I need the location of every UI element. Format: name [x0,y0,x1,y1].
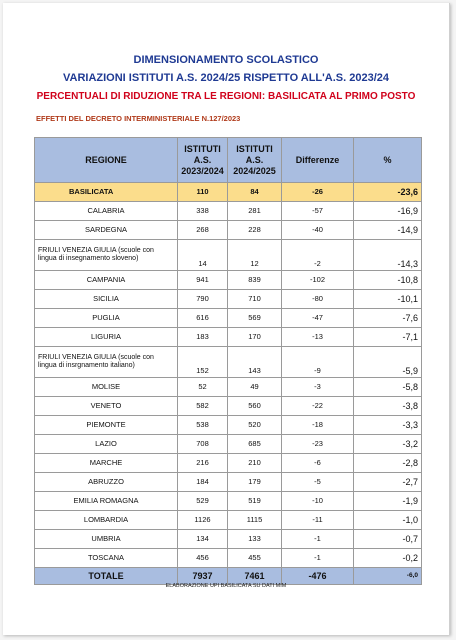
difference-cell: -57 [282,202,354,221]
percent-cell: -1,9 [354,492,422,511]
document-page [3,3,450,635]
istituti-2024-cell: 12 [228,240,282,271]
istituti-2024-cell: 685 [228,435,282,454]
istituti-2023-cell: 582 [178,397,228,416]
region-cell: FRIULI VENEZIA GIULIA (scuole con lingua di insrgnamento italiano) [35,347,178,378]
column-header-percent: % [354,138,422,183]
percent-cell: -10,1 [354,290,422,309]
istituti-2023-cell: 14 [178,240,228,271]
region-cell: BASILICATA [35,183,178,202]
istituti-2024-cell: 1115 [228,511,282,530]
difference-cell: -22 [282,397,354,416]
region-cell: FRIULI VENEZIA GIULIA (scuole con lingua di insegnamento sloveno) [35,240,178,271]
table-row [35,435,422,454]
region-cell: SARDEGNA [35,221,178,240]
istituti-2023-cell: 616 [178,309,228,328]
header-line: 2024/2025 [233,165,276,176]
region-cell: PUGLIA [35,309,178,328]
region-cell: LOMBARDIA [35,511,178,530]
table-row [35,416,422,435]
region-cell: LIGURIA [35,328,178,347]
percent-cell: -16,9 [354,202,422,221]
istituti-2023-cell: 538 [178,416,228,435]
header-line: A.S. [245,154,264,165]
istituti-2024-cell: 133 [228,530,282,549]
table-row [35,202,422,221]
table-row [35,347,422,378]
table-row [35,549,422,568]
istituti-2023-cell: 338 [178,202,228,221]
table-row [35,473,422,492]
column-header-regione: REGIONE [35,138,178,183]
percent-cell: -0,7 [354,530,422,549]
difference-cell: -13 [282,328,354,347]
header-line: 2023/2024 [181,165,224,176]
istituti-2024-cell: 281 [228,202,282,221]
difference-cell: -3 [282,378,354,397]
istituti-2024-cell: 210 [228,454,282,473]
difference-cell: -40 [282,221,354,240]
decree-note: EFFETTI DEL DECRETO INTERMINISTERIALE N.127/2023 [36,114,241,123]
istituti-2024-cell: 569 [228,309,282,328]
difference-cell: -23 [282,435,354,454]
istituti-2024-cell: 839 [228,271,282,290]
percent-cell: -2,7 [354,473,422,492]
istituti-2024-cell: 710 [228,290,282,309]
difference-cell: -9 [282,347,354,378]
header-line: ISTITUTI [236,143,273,154]
region-cell: LAZIO [35,435,178,454]
difference-cell: -2 [282,240,354,271]
difference-cell: -1 [282,549,354,568]
table-row [35,309,422,328]
difference-cell: -5 [282,473,354,492]
istituti-2023-cell: 708 [178,435,228,454]
total-istituti-2024-cell: 7461 [228,568,282,585]
region-cell: MARCHE [35,454,178,473]
region-cell: EMILIA ROMAGNA [35,492,178,511]
difference-cell: -18 [282,416,354,435]
istituti-2024-cell: 228 [228,221,282,240]
percent-cell: -3,2 [354,435,422,454]
percent-cell: -7,6 [354,309,422,328]
difference-cell: -11 [282,511,354,530]
istituti-2024-cell: 560 [228,397,282,416]
difference-cell: -6 [282,454,354,473]
percent-cell: -10,8 [354,271,422,290]
istituti-2023-cell: 790 [178,290,228,309]
istituti-2023-cell: 184 [178,473,228,492]
percent-cell: -3,8 [354,397,422,416]
difference-cell: -10 [282,492,354,511]
istituti-2023-cell: 529 [178,492,228,511]
total-label-cell: TOTALE [35,568,178,585]
region-cell: TOSCANA [35,549,178,568]
difference-cell: -102 [282,271,354,290]
difference-cell: -47 [282,309,354,328]
istituti-2023-cell: 110 [178,183,228,202]
header-line: ISTITUTI [184,143,221,154]
istituti-2023-cell: 941 [178,271,228,290]
document-subtitle: VARIAZIONI ISTITUTI A.S. 2024/25 RISPETTO ALL'A.S. 2023/24 [63,72,389,84]
istituti-2024-cell: 143 [228,347,282,378]
percent-cell: -5,9 [354,347,422,378]
column-header-differenze: Differenze [282,138,354,183]
region-cell: VENETO [35,397,178,416]
highlight-heading: PERCENTUALI DI RIDUZIONE TRA LE REGIONI: BASILICATA AL PRIMO POSTO [36,91,416,102]
percent-cell: -14,9 [354,221,422,240]
percent-cell: -14,3 [354,240,422,271]
region-cell: ABRUZZO [35,473,178,492]
table-row [35,454,422,473]
istituti-2024-cell: 520 [228,416,282,435]
table-row [35,328,422,347]
istituti-2023-cell: 134 [178,530,228,549]
document-title: DIMENSIONAMENTO SCOLASTICO [133,54,319,66]
istituti-2023-cell: 152 [178,347,228,378]
percent-cell: -23,6 [354,183,422,202]
percent-cell: -2,8 [354,454,422,473]
region-cell: CAMPANIA [35,271,178,290]
percent-cell: -1,0 [354,511,422,530]
table-row [35,290,422,309]
percent-cell: -3,3 [354,416,422,435]
table-row-basilicata [35,183,422,202]
source-footnote: ELABORAZIONE UPI BASILICATA SU DATI MIM [165,583,287,589]
region-cell: CALABRIA [35,202,178,221]
istituti-2023-cell: 268 [178,221,228,240]
percent-cell: -0,2 [354,549,422,568]
table-row [35,492,422,511]
table-row [35,530,422,549]
table-total-row [35,568,422,585]
istituti-2023-cell: 1126 [178,511,228,530]
table-row [35,271,422,290]
table-header-row [35,138,422,183]
istituti-2024-cell: 455 [228,549,282,568]
istituti-2024-cell: 170 [228,328,282,347]
percent-cell: -5,8 [354,378,422,397]
table-row [35,378,422,397]
region-cell: PIEMONTE [35,416,178,435]
istituti-2023-cell: 456 [178,549,228,568]
istituti-2024-cell: 84 [228,183,282,202]
region-cell: UMBRIA [35,530,178,549]
istituti-2024-cell: 49 [228,378,282,397]
table-row [35,240,422,271]
istituti-2023-cell: 52 [178,378,228,397]
istituti-2024-cell: 179 [228,473,282,492]
difference-cell: -1 [282,530,354,549]
istituti-2023-cell: 183 [178,328,228,347]
table-row [35,511,422,530]
column-header-istituti-2023 [178,138,228,183]
total-istituti-2023-cell: 7937 [178,568,228,585]
istituti-2024-cell: 519 [228,492,282,511]
region-cell: MOLISE [35,378,178,397]
total-percent-cell: -6,0 [354,568,422,585]
total-difference-cell: -476 [282,568,354,585]
percent-cell: -7,1 [354,328,422,347]
istituti-2023-cell: 216 [178,454,228,473]
table-row [35,397,422,416]
difference-cell: -26 [282,183,354,202]
data-table [34,137,422,585]
header-line: A.S. [193,154,212,165]
table-row [35,221,422,240]
difference-cell: -80 [282,290,354,309]
region-cell: SICILIA [35,290,178,309]
column-header-istituti-2024 [228,138,282,183]
